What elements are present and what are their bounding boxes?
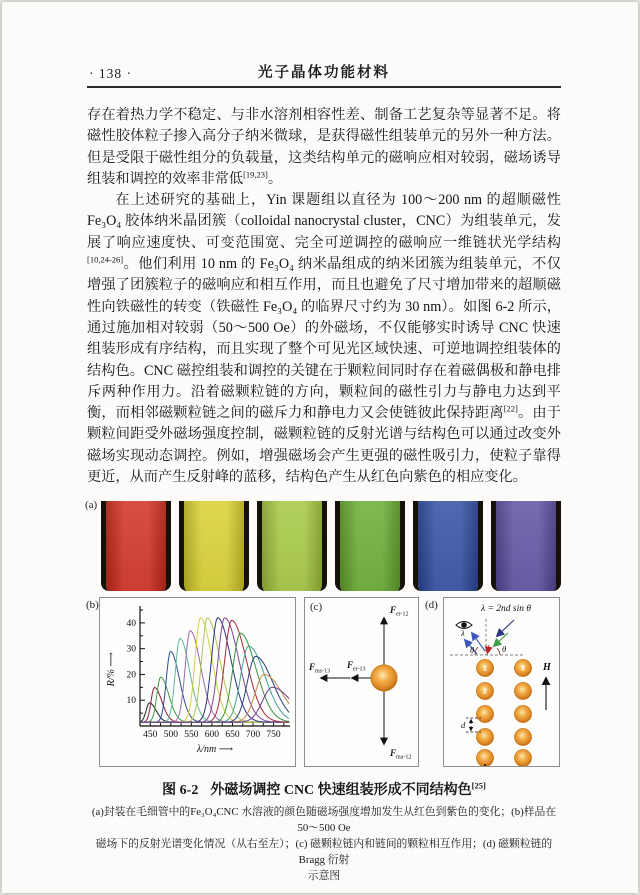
svg-text:40: 40 [126, 619, 136, 630]
figure-panel-d [443, 597, 560, 767]
bragg-formula: λ = 2nd sin θ [480, 604, 532, 615]
paragraph: 存在着热力学不稳定、与非水溶剂相容性差、制备工艺复杂等显著不足。将磁性胶体粒子掺入高分子纳米微球，是获得磁性组装单元的另外一种方法。但是受限于磁性组分的负载量，这类结构单元的磁响应相对较弱，磁场诱导组装和调控的效率非常低[19,23]。 [87, 107, 561, 187]
scatter-arrow [488, 645, 490, 653]
svg-text:700: 700 [245, 730, 261, 741]
subcaption-line: 示意图 [307, 870, 341, 883]
figure-caption-number: 图 6-2 [162, 783, 199, 799]
particle-1-number: 1 [483, 666, 487, 674]
magnetic-field-label: H [543, 662, 551, 674]
svg-text:10: 10 [126, 696, 136, 707]
panel-c-label: (c) [310, 601, 323, 614]
capillary-tube [179, 501, 249, 591]
tube-color-fill [496, 501, 556, 591]
force-label-up: Fer-12 [390, 605, 409, 618]
svg-text:R/% ⟶: R/% ⟶ [106, 652, 117, 687]
svg-text:450: 450 [143, 730, 158, 741]
figure-panel-row [87, 597, 561, 767]
tube-color-fill [262, 501, 322, 591]
particle-2-number: 2 [483, 689, 487, 697]
figure-subcaption [87, 804, 561, 884]
paragraph: 在上述研究的基础上，Yin 课题组以直径为 100～200 nm 的超顺磁性 Fe₃O₄ 胶体纳米晶团簇（colloidal nanocrystal cluster，CNC）为组装单元，发展了响应速度快、可变范围宽、完全可逆调控的磁响应一维链状光学结构[10,24-26]。他们利用 10 nm 的 Fe₃O₄ 纳米晶组成的纳米团簇为组装单元，不仅增强了团簇粒子的磁响应和相互作用，而且也避免了尺寸增加带来的超顺磁性向铁磁性的转变（铁磁性 Fe₃O₄ 的临界尺寸约为 30 nm）。如图 6-2 所示，通过施加相对较弱（50～500 Oe）的外磁场，不仅能够实时诱导 CNC 快速组装形成有序结构，而且实现了整个可见光区域快速、可逆地调控组装体的结构色。CNC 磁控组装和调控的关键在于颗粒间同时存在着磁偶极和静电排斥两种作用力。沿着磁颗粒链的方向，颗粒间的磁性引力与静电力达到平衡，而相邻磁颗粒链之间的磁斥力和静电力又会使链彼此保持距离[22]。由于颗粒间距受外磁场强度控制，磁颗粒链的反射光谱与结构色可以通过改变外磁场实现动态调控。例如，增强磁场会产生更强的磁性吸引力，使粒子靠得更近，从而产生反射峰的蓝移，结构色产生从红色向紫色的相应变化。 [87, 192, 561, 486]
capillary-tube [413, 501, 483, 591]
panel-b-label: (b) [86, 599, 99, 612]
svg-text:20: 20 [126, 670, 136, 681]
figure-panel-b [99, 597, 296, 767]
capillary-tube [101, 501, 171, 591]
running-title: 光子晶体功能材料 [258, 65, 390, 81]
svg-text:30: 30 [126, 645, 136, 656]
svg-text:600: 600 [204, 730, 220, 741]
body-paragraphs [87, 105, 561, 488]
panel-d-label: (d) [425, 599, 438, 612]
subcaption-line: 磁场下的反射光谱变化情况（从右至左）；(c) 磁颗粒链内和链间的颗粒相互作用；(d) 磁颗粒链的 Bragg 衍射 [95, 838, 553, 867]
force-label-down: Fma-12 [390, 748, 412, 761]
figure-caption [87, 779, 561, 799]
lambda-label: λ [461, 628, 465, 639]
particle-chain-right [515, 660, 532, 767]
tube-color-fill [418, 501, 478, 591]
figure-panel-c [304, 597, 419, 767]
d-spacing-label: d [461, 720, 466, 731]
svg-text:550: 550 [184, 730, 199, 741]
particle-3-number: 3 [521, 666, 525, 674]
capillary-tube [257, 501, 327, 591]
reflection-spectra-chart [100, 598, 295, 766]
tube-color-fill [184, 501, 244, 591]
capillary-tube [491, 501, 561, 591]
svg-text:500: 500 [163, 730, 178, 741]
page-content [87, 62, 561, 884]
svg-text:650: 650 [225, 730, 240, 741]
bragg-diffraction-diagram [444, 598, 559, 766]
tube-color-fill [340, 501, 400, 591]
subcaption-line: (a)封装在毛细管中的Fe₃O₄CNC 水溶液的颜色随磁场强度增加发生从红色到紫色的变化；(b)样品在 50～500 Oe [91, 806, 557, 835]
incident-ray [497, 620, 514, 636]
figure-panel-a [87, 499, 561, 591]
spectrum-curve [140, 631, 289, 722]
force-diagram [305, 598, 418, 766]
particle-sphere [371, 665, 397, 691]
capillary-tube [335, 501, 405, 591]
book-page [2, 2, 638, 893]
force-label-left-mid: Fer-13 [347, 660, 366, 673]
theta-arc-right [497, 648, 500, 655]
theta-left-label: θ [470, 645, 475, 656]
svg-text:750: 750 [266, 730, 281, 741]
force-label-left-far: Fms-13 [309, 662, 331, 675]
particle-chain-left [477, 660, 494, 767]
panel-a-label: (a) [85, 499, 98, 512]
page-number: · 138 · [89, 66, 132, 81]
theta-right-label: θ [502, 644, 507, 655]
figure-6-2 [87, 499, 561, 884]
svg-text:λ/nm ⟶: λ/nm ⟶ [196, 744, 234, 756]
tube-color-fill [106, 501, 166, 591]
figure-caption-ref: [25] [471, 780, 486, 791]
page-header [87, 62, 561, 88]
figure-caption-title: 外磁场调控 CNC 快速组装形成不同结构色 [210, 783, 472, 799]
capillary-tube-row [101, 501, 561, 591]
